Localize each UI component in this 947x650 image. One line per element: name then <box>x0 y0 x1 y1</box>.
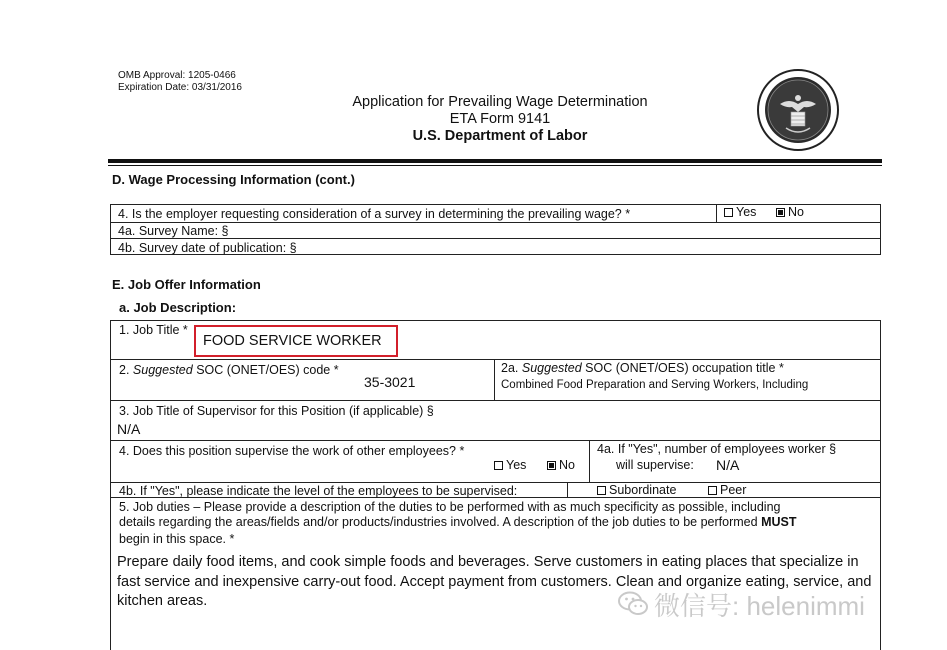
row-divider <box>110 400 881 401</box>
section-e-subtitle: a. Job Description: <box>119 300 237 315</box>
row-divider <box>110 440 881 441</box>
column-divider <box>716 204 717 222</box>
supervised-level-label: 4b. If "Yes", please indicate the level of the employees to be supervised: <box>119 484 518 498</box>
supervise-yes-label: Yes <box>506 458 527 472</box>
job-duties-label-line2 <box>119 515 796 529</box>
column-divider <box>494 359 495 400</box>
row-divider <box>110 222 881 223</box>
row-divider <box>110 482 881 483</box>
survey-yes-label: Yes <box>736 205 757 219</box>
job-duties-label-line3: begin in this space. * <box>119 532 235 546</box>
omb-info <box>118 70 242 94</box>
survey-no-label: No <box>788 205 804 219</box>
row-divider <box>110 359 881 360</box>
subordinate-option[interactable] <box>597 483 676 497</box>
job-duties-value: Prepare daily food items, and cook simple foods and beverages. Serve customers in eating places that specialize in fast service and inexpensive carry-out food. Accept payment from customers. Clean and organize eating, service, and kitchen areas. <box>117 554 872 609</box>
header-rule-thin <box>108 165 882 166</box>
row-divider <box>110 320 881 321</box>
soc-title-value: Combined Food Preparation and Serving Workers, Including <box>501 379 809 391</box>
supervise-no-label: No <box>559 458 575 472</box>
dol-seal-icon <box>756 68 840 152</box>
column-divider <box>567 482 568 497</box>
employee-count-label: 4a. If "Yes", number of employees worker § <box>597 442 837 456</box>
soc-title-label <box>501 361 784 375</box>
supervise-question: 4. Does this position supervise the work of other employees? * <box>119 444 465 458</box>
soc-title-label-text: SOC (ONET/OES) occupation title * <box>585 361 784 375</box>
section-d-title: D. Wage Processing Information (cont.) <box>112 172 355 187</box>
supervisor-title-label: 3. Job Title of Supervisor for this Position (if applicable) § <box>119 404 434 418</box>
checkbox-icon[interactable] <box>708 486 717 495</box>
soc-code-label <box>119 363 339 377</box>
supervisor-title-value: N/A <box>117 421 141 437</box>
subordinate-label: Subordinate <box>609 483 677 497</box>
omb-expiration: Expiration Date: 03/31/2016 <box>118 82 242 93</box>
checked-checkbox-icon[interactable] <box>547 461 556 470</box>
form-title: Application for Prevailing Wage Determination <box>352 94 648 110</box>
peer-label: Peer <box>720 483 747 497</box>
omb-approval: OMB Approval: 1205-0466 <box>118 70 236 81</box>
soc-code-suggested: Suggested <box>132 363 193 377</box>
soc-title-num: 2a. <box>501 361 519 375</box>
employee-count-label-2: will supervise: <box>616 458 694 472</box>
job-title-label: 1. Job Title * <box>119 323 188 337</box>
checkbox-icon[interactable] <box>597 486 606 495</box>
supervise-yes-option[interactable] <box>494 458 526 472</box>
survey-name-field: 4a. Survey Name: § <box>118 224 229 238</box>
job-title-value: FOOD SERVICE WORKER <box>203 333 382 349</box>
header-rule <box>108 159 882 163</box>
survey-no-option[interactable] <box>776 205 804 219</box>
supervise-no-option[interactable] <box>547 458 575 472</box>
employee-count-value: N/A <box>716 457 740 473</box>
soc-code-num: 2. <box>119 363 130 377</box>
soc-code-value: 35-3021 <box>364 374 416 390</box>
survey-question: 4. Is the employer requesting consideration of a survey in determining the prevailing wage? * <box>118 207 631 221</box>
table-left-border <box>110 320 111 650</box>
department-name: U.S. Department of Labor <box>412 128 588 144</box>
soc-title-suggested: Suggested <box>521 361 582 375</box>
job-duties-label-line2-text: details regarding the areas/fields and/or products/industries involved. A description of the job duties to be performed <box>119 515 758 529</box>
row-divider <box>110 238 881 239</box>
section-e-title: E. Job Offer Information <box>112 277 261 292</box>
column-divider <box>589 440 590 482</box>
peer-option[interactable] <box>708 483 746 497</box>
job-duties-label-line1: 5. Job duties – Please provide a description of the duties to be performed with as much specificity as possible, including <box>119 500 781 514</box>
watermark-text: 微信号: helenimmi <box>654 590 865 621</box>
survey-yes-option[interactable] <box>724 205 756 219</box>
job-duties-must: MUST <box>761 515 797 529</box>
wechat-icon <box>618 591 648 617</box>
checked-checkbox-icon[interactable] <box>776 208 785 217</box>
form-number: ETA Form 9141 <box>449 111 551 127</box>
soc-code-label-text: SOC (ONET/OES) code * <box>196 363 339 377</box>
checkbox-icon[interactable] <box>724 208 733 217</box>
watermark <box>618 586 928 622</box>
checkbox-icon[interactable] <box>494 461 503 470</box>
survey-date-field: 4b. Survey date of publication: § <box>118 241 297 255</box>
